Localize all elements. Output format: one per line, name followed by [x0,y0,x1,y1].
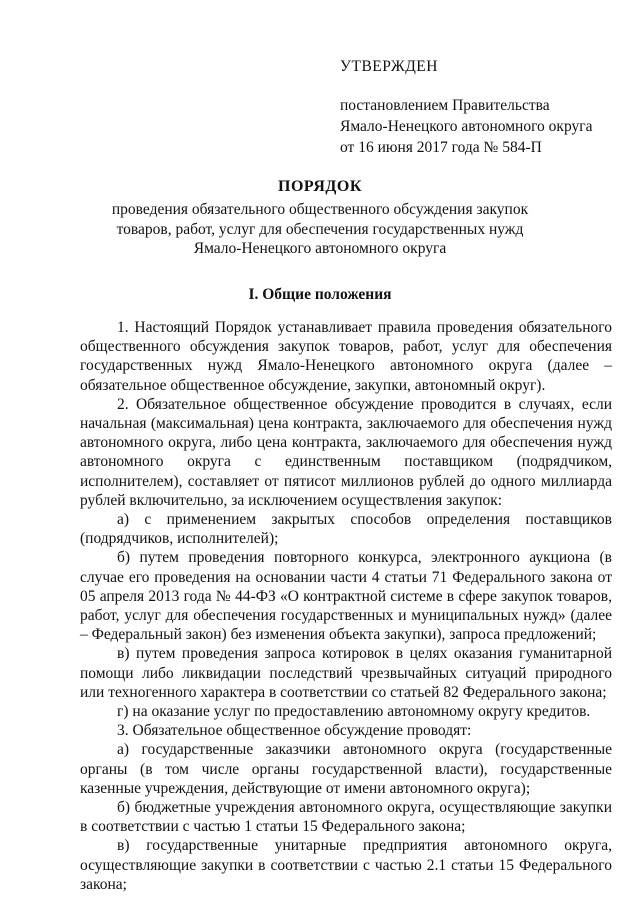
paragraph-2a: а) с применением закрытых способов определения поставщиков (подрядчиков, исполнителей); [80,511,612,548]
paragraph-3c: в) государственные унитарные предприятия автономного округа, осуществляющие закупки в соответствии с частью 2.1 статьи 15 Федерального закона; [80,837,612,893]
paragraph-3: 3. Обязательное общественное обсуждение проводят: [117,722,472,740]
paragraph-2c: в) путем проведения запроса котировок в целях оказания гуманитарной помощи либо ликвидации последствий чрезвычайных ситуаций природного или техногенного характера в соответствии со статьей 82 Федерального закона; [80,645,612,701]
paragraph-1: 1. Настоящий Порядок устанавливает правила проведения обязательного общественного обсуждения закупок товаров, работ, услуг для обеспечения государственных нужд Ямало-Ненецкого автономного округа (далее – обязательное общественное обсуждение, закупки, автономный округ). [80,319,612,394]
document-body [80,318,612,894]
approval-line-1: постановлением Правительства [340,97,550,114]
paragraph-2: 2. Обязательное общественное обсуждение проводится в случаях, если начальная (максимальная) цена контракта, заключаемого для обеспечения нужд автономного округа, либо цена контракта, заключаемого для обеспечения нужд автономного округа с единственным поставщиком (подрядчиком, исполнителем), составляет от пятисот миллионов рублей до одного миллиарда рублей включительно, за исключением осуществления закупок: [80,395,612,509]
approval-stamp [340,56,592,158]
section-heading: I. Общие положения [248,286,392,303]
paragraph-3a: а) государственные заказчики автономного округа (государственные органы (в том числе органы государственной власти), государственные казенные учреждения, действующие от имени автономного округа); [80,741,612,797]
paragraph-2b: б) путем проведения повторного конкурса, электронного аукциона (в случае его проведения на основании части 4 статьи 71 Федерального закона от 05 апреля 2013 года № 44-ФЗ «О контрактной системе в сфере закупок товаров, работ, услуг для обеспечения государственных и муниципальных нужд» (далее – Федеральный закон) без изменения объекта закупки), запроса предложений; [80,549,612,644]
paragraph-3b: б) бюджетные учреждения автономного округа, осуществляющие закупки в соответствии с частью 1 статьи 15 Федерального закона; [80,799,612,836]
paragraph-2d: г) на оказание услуг по предоставлению автономному округу кредитов. [117,703,591,721]
approval-line-3: от 16 июня 2017 года № 584-П [340,139,542,156]
subtitle-line-1: проведения обязательного общественного обсуждения закупок [111,201,529,218]
subtitle-line-3: Ямало-Ненецкого автономного округа [193,240,447,257]
document-title: ПОРЯДОК [278,178,362,195]
subtitle-line-2: товаров, работ, услуг для обеспечения государственных нужд [116,220,524,238]
document-subtitle [60,200,580,259]
approval-line-2: Ямало-Ненецкого автономного округа [340,118,593,135]
approval-title: УТВЕРЖДЕН [340,58,438,75]
